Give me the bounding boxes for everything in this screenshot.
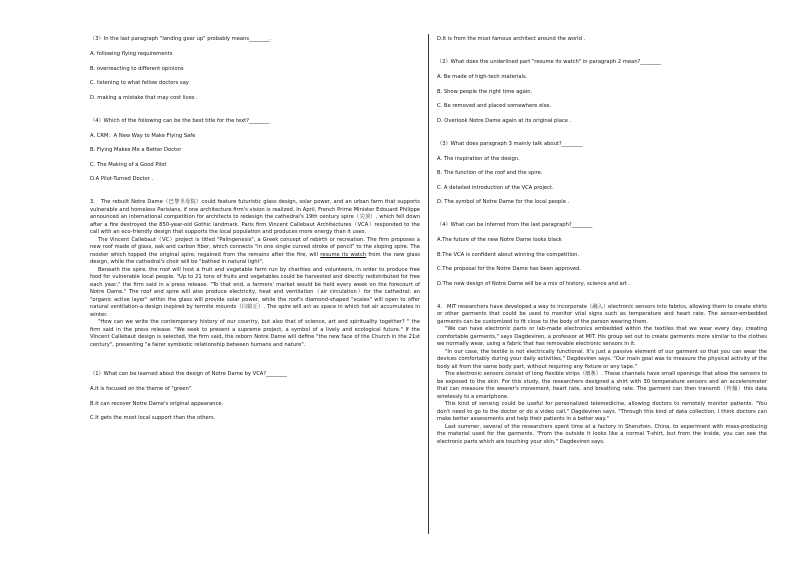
question-4-stem: （4）Which of the following can be the best title for the text?________ [90,117,270,124]
passage-4-paragraph-1: 4. MIT researchers have developed a way to incorporate（融入）electronic sensors into fabrics, allowing them to create shirts or other garments that could be used to monitor vital signs such as temperature and heart rate. The sensor-embedded garments can be customized to fit close to the body of the person wearing them. [437,303,767,325]
passage-4-paragraph-3: "In our case, the textile is not electrically functional. It's just a passive element of our garment so that you can wear the devices comfortably during your daily activities," Dagdeviren says. "Our main goal was to measure the physical activity of the body all from the same body part, without requiring any fixture or any tape." [437,348,767,370]
q3-option-b: B. overreacting to different opinions [90,65,184,72]
question-1-stem: （1）What can be learned about the design of Notre Dame by VCA?________ [90,371,287,377]
q2-option-c: C. Be removed and placed somewhere else. [437,103,552,109]
right-column [437,36,767,446]
q3r-option-b: B. The function of the roof and the spire. [437,170,543,176]
passage-3-paragraph-3: Beneath the spire, the roof will host a fruit and vegetable farm run by charities and volunteers, in order to produce free food for vulnerable local people. "Up to 21 tons of fruits and vegetables could be harvested and directly redistributed for free each year," the firm said in a press release. "To that end, a farmers' market would be held every week on the forecourt of Notre Dame." The roof and spire will also produce electricity, heat and ventilation（air circulation）for the cathedral: an "organic active layer" within the glass will provide solar power, while the roof's diamond-shaped "scales" will open to offer natural ventilation-a design inspired by termite mounds（白蚁丘）. The spire will act as space in which hot air accumulates in winter. [90,266,420,318]
passage-4-paragraph-4: The electronic sensors consist of long flexible strips（细条）. These channels have small openings that allow the sensors to be exposed to the skin. For this study, the researchers designed a shirt with 30 temperature sensors and an accelerometer that can measure the wearer's movement, heart rate, and breathing rate. The garment can then transmit（传输）this data wirelessly to a smartphone. [437,371,767,400]
underlined-phrase: resume its watch [320,251,367,258]
q4-option-c: C. The Making of a Good Pilot [90,161,167,168]
passage-4-paragraph-6: Last summer, several of the researchers spent time at a factory in Shenzhen, China, to experiment with mass-producing the material used for the garments. "From the outside it looks like a normal T-shirt, but from the inside, you can see the electronic parts which are touching your skin," Dagdeviren says. [437,423,767,445]
p2-text-b: from the new glass design, while the cathedral's choir will be "bathed in natural light". [90,251,420,265]
question-4-stem-right: （4）What can be inferred from the last paragraph?________ [437,222,593,228]
q3-option-a: A. following flying requirements [90,51,173,57]
q4r-option-c: C.The proposal for the Notre Dame has been approved. [437,266,582,272]
q4-option-b: B. Flying Makes Me a Better Doctor [90,147,182,153]
q3r-option-c: C. A detailed introduction of the VCA project. [437,184,554,191]
q3r-option-d: D. The symbol of Notre Dame for the local people . [437,199,570,205]
q4r-option-b: B.The VCA is confident about winning the competition. [437,251,580,258]
q1-option-a: A.It is focused on the theme of "green". [90,386,193,392]
q4r-option-d: D.The new design of Notre Dame will be a mix of history, science and art . [437,280,631,287]
question-2-stem: （2）What does the underlined part "resume its watch" in paragraph 2 mean?________ [437,59,662,65]
left-column [90,36,420,422]
q3-option-c: C. listening to what fellow doctors say [90,80,189,86]
q2-option-d: D. Overlook Notre Dame again at its original place . [437,117,572,124]
question-3-stem-right: （3）What does paragraph 3 mainly talk about?________ [437,140,583,147]
q3-option-d: D. making a mistake that may cost lives . [90,94,198,101]
q1-option-b: B.It can recover Notre Dame's original appearance. [90,400,224,407]
passage-4-paragraph-2: "We can have electronic parts or lab-made electronics embedded within the textiles that we wear every day, creating comfortable garments," says Dagdeviren, a professor at MIT. His group set out to create garments more similar to the clothes we normally wear, using a fabric that has removable electronic sensors in it. [437,326,767,347]
q1-option-d: D.It is from the most famous architect around the world . [437,36,586,42]
question-3-stem: （3）In the last paragraph "landing gear up" probably means________. [90,36,272,42]
passage-3-paragraph-2 [90,237,420,267]
q4-option-a: A. CRM：A New Way to Make Flying Safe [90,132,196,139]
p2-text-a: The Vincent Callebaut（VC）project is titled "Palingenesis", a Greek concept of rebirth or recreation. The firm proposes a new roof made of glass, oak and carbon fiber, which connects "in one single curved stroke of pencil" to the sloping spire. The rooster which topped the original spire, regained from the remains after the fire, will [90,236,420,258]
q1-option-c: C.It gets the most local support than the others. [90,415,216,421]
q4-option-d: D.A Pilot-Turned Doctor . [90,176,154,182]
passage-3-paragraph-4: "How can we write the contemporary history of our country, but also that of science, art and spirituality together? " the firm said in the press release. "We seek to present a supreme project, a symbol of a lively and ecological future." If the Vincent Callebaut design is selected, the firm said, the reborn Notre Dame will define "the new face of the Church in the 21st century", presenting "a fairer symbiotic relationship between humans and nature". [90,319,420,348]
q2-option-b: B. Show people the right time again. [437,88,533,95]
passage-3-paragraph-1: 3. The rebuilt Notre Dame（巴黎圣母院）could feature futuristic glass design, solar power, and an urban farm that supports vulnerable and homeless Parisians, if one architecture firm's vision is realized. In April, French Prime Minister Edouard Philippe announced an international competition for architects to redesign the cathedral's 19th century spire（尖顶）, which fell down after a fire destroyed the 850-year-old Gothic landmark. Paris firm Vincent Callebaut Architectures（VCA）responded to the call with an eco-friendly design that supports the local population and produces more energy than it uses. [90,199,420,235]
q4r-option-a: A.The future of the new Notre Dame looks black [437,237,562,243]
column-divider [428,34,429,534]
passage-4-paragraph-5: This kind of sensing could be useful for personalized telemedicine, allowing doctors to remotely monitor patients. "You don't need to go to the doctor or do a video call," Dagdeviren says. "Through this kind of data collection, I think doctors can make better assessments and help their patients in a better way." [437,401,767,422]
q2-option-a: A. Be made of high-tech materials. [437,74,528,80]
q3r-option-a: A. The inspiration of the design. [437,155,520,162]
